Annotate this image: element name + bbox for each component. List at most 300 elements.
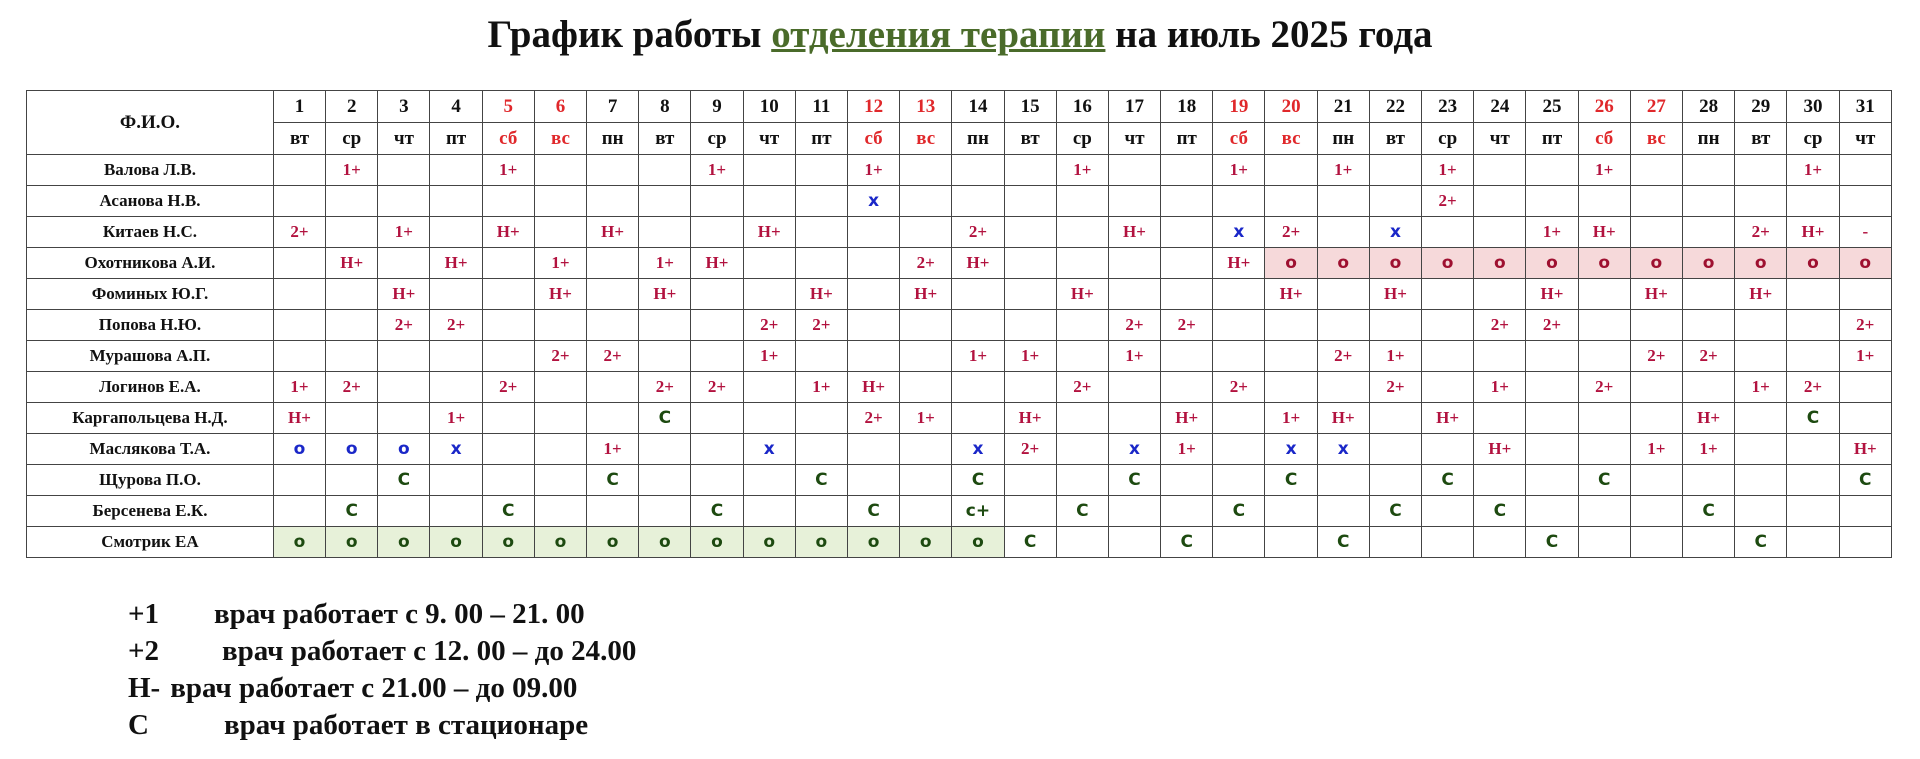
shift-cell [1682,527,1734,558]
shift-cell [1161,372,1213,403]
schedule-row [27,217,1892,248]
shift-cell [900,372,952,403]
shift-cell [1422,434,1474,465]
shift-cell [534,186,586,217]
shift-cell: С [1839,465,1891,496]
shift-cell [1004,372,1056,403]
shift-cell: 2+ [1526,310,1578,341]
shift-cell [639,310,691,341]
shift-cell [430,217,482,248]
shift-cell [1526,341,1578,372]
weekday-label: ср [1787,123,1839,155]
shift-cell [1526,186,1578,217]
shift-cell [1108,186,1160,217]
shift-cell [1787,527,1839,558]
shift-cell [1839,372,1891,403]
shift-cell [900,310,952,341]
shift-cell: 1+ [1526,217,1578,248]
shift-cell [1578,341,1630,372]
shift-cell: Н+ [1108,217,1160,248]
shift-cell [1056,465,1108,496]
shift-cell [1056,310,1108,341]
shift-cell: 1+ [900,403,952,434]
weekday-label: сб [1578,123,1630,155]
shift-cell [1735,434,1787,465]
shift-cell: 2+ [378,310,430,341]
shift-cell [1056,434,1108,465]
shift-cell: Н+ [795,279,847,310]
shift-cell [1578,527,1630,558]
shift-cell [1004,465,1056,496]
shift-cell: Н+ [1004,403,1056,434]
shift-cell: 1+ [326,155,378,186]
shift-cell: 2+ [1630,341,1682,372]
shift-cell: 1+ [1056,155,1108,186]
schedule-row [27,403,1892,434]
shift-cell: 1+ [639,248,691,279]
day-number: 3 [378,91,430,123]
shift-cell: о [1317,248,1369,279]
shift-cell [273,465,325,496]
shift-cell [1735,310,1787,341]
shift-cell [1161,279,1213,310]
weekday-label: пт [1161,123,1213,155]
doctor-name: Смотрик ЕА [27,527,274,558]
doctor-name: Каргапольцева Н.Д. [27,403,274,434]
shift-cell: 2+ [1474,310,1526,341]
shift-cell: Н+ [743,217,795,248]
shift-cell [639,341,691,372]
shift-cell: 2+ [1161,310,1213,341]
shift-cell: 2+ [273,217,325,248]
shift-cell: Н+ [1578,217,1630,248]
shift-cell: о [1682,248,1734,279]
shift-cell [273,496,325,527]
shift-cell [1526,496,1578,527]
shift-cell: С [639,403,691,434]
shift-cell: Н+ [1735,279,1787,310]
shift-cell: 2+ [952,217,1004,248]
shift-cell [534,403,586,434]
shift-cell [430,155,482,186]
shift-cell: о [1265,248,1317,279]
shift-cell: о [587,527,639,558]
shift-cell [743,248,795,279]
shift-cell [1317,496,1369,527]
shift-cell [1161,217,1213,248]
shift-cell [1787,279,1839,310]
shift-cell: Н+ [1474,434,1526,465]
shift-cell: 2+ [482,372,534,403]
shift-cell [1422,372,1474,403]
shift-cell [1213,527,1265,558]
shift-cell [1682,186,1734,217]
shift-cell: 2+ [1108,310,1160,341]
day-number: 17 [1108,91,1160,123]
shift-cell [1735,155,1787,186]
day-number: 22 [1369,91,1421,123]
shift-cell: 1+ [1474,372,1526,403]
schedule-row [27,465,1892,496]
shift-cell [1265,341,1317,372]
shift-cell [795,341,847,372]
shift-cell: С [1056,496,1108,527]
shift-cell: 2+ [691,372,743,403]
day-number: 24 [1474,91,1526,123]
shift-cell: 1+ [1578,155,1630,186]
shift-cell [1630,186,1682,217]
shift-cell: х [1317,434,1369,465]
day-number: 11 [795,91,847,123]
shift-cell: о [691,527,743,558]
shift-cell [1787,434,1839,465]
day-number: 14 [952,91,1004,123]
shift-cell: х [1265,434,1317,465]
weekday-label: вт [1004,123,1056,155]
day-number: 28 [1682,91,1734,123]
shift-cell [795,186,847,217]
shift-cell [795,217,847,248]
shift-cell [482,341,534,372]
schedule-row [27,248,1892,279]
shift-cell: о [378,434,430,465]
shift-cell: Н+ [1422,403,1474,434]
shift-cell [482,310,534,341]
shift-cell [1161,465,1213,496]
weekday-label: сб [482,123,534,155]
shift-cell [1056,527,1108,558]
day-number: 2 [326,91,378,123]
shift-cell [900,434,952,465]
shift-cell [1839,496,1891,527]
shift-cell [847,465,899,496]
shift-cell [1474,403,1526,434]
shift-cell: х [1108,434,1160,465]
shift-cell [691,310,743,341]
shift-cell [952,186,1004,217]
shift-cell: 1+ [1787,155,1839,186]
shift-cell [1735,186,1787,217]
shift-cell: 1+ [378,217,430,248]
shift-cell: Н+ [1161,403,1213,434]
doctor-name: Щурова П.О. [27,465,274,496]
shift-cell [1526,465,1578,496]
shift-cell [1578,279,1630,310]
legend-code: С [128,709,149,741]
weekday-label: чт [1108,123,1160,155]
shift-cell: о [326,434,378,465]
shift-cell [482,186,534,217]
shift-cell: Н+ [326,248,378,279]
shift-cell: 2+ [1213,372,1265,403]
weekday-label: сб [1213,123,1265,155]
shift-cell [1108,403,1160,434]
shift-cell: С [378,465,430,496]
shift-cell: 1+ [587,434,639,465]
shift-cell [1578,496,1630,527]
shift-cell [1004,310,1056,341]
shift-cell: х [430,434,482,465]
day-number: 10 [743,91,795,123]
shift-cell [1474,217,1526,248]
shift-cell [1630,217,1682,248]
shift-cell [1526,372,1578,403]
shift-cell [1369,527,1421,558]
shift-cell [1474,465,1526,496]
shift-cell [1369,186,1421,217]
shift-cell [482,434,534,465]
shift-cell: 1+ [1735,372,1787,403]
shift-cell [1213,310,1265,341]
shift-cell [743,403,795,434]
shift-cell [1422,496,1474,527]
shift-cell: Н+ [1369,279,1421,310]
shift-cell: о [1630,248,1682,279]
shift-cell [1578,186,1630,217]
shift-cell [273,310,325,341]
shift-cell [1265,186,1317,217]
shift-cell: С [1578,465,1630,496]
shift-cell [482,248,534,279]
schedule-body [27,155,1892,558]
weekday-label: вт [639,123,691,155]
weekday-label: вс [534,123,586,155]
shift-cell [1787,496,1839,527]
shift-cell [1056,403,1108,434]
shift-cell [1422,527,1474,558]
shift-cell [1630,372,1682,403]
shift-cell: С [1422,465,1474,496]
shift-cell [1004,186,1056,217]
shift-cell [1004,155,1056,186]
shift-cell [1317,217,1369,248]
shift-cell: Н+ [900,279,952,310]
shift-cell [1735,496,1787,527]
shift-cell: о [1578,248,1630,279]
shift-cell [1108,279,1160,310]
shift-cell: о [900,527,952,558]
shift-cell [952,279,1004,310]
shift-cell [1682,155,1734,186]
shift-cell [1161,341,1213,372]
shift-cell [795,155,847,186]
legend-item [128,670,636,707]
doctor-name: Фоминых Ю.Г. [27,279,274,310]
shift-cell: С [1787,403,1839,434]
shift-cell [847,434,899,465]
doctor-name: Китаев Н.С. [27,217,274,248]
legend-text: врач работает в стационаре [224,709,589,741]
shift-cell [1317,310,1369,341]
shift-cell: Н+ [691,248,743,279]
shift-cell: о [639,527,691,558]
shift-cell: С [1317,527,1369,558]
title-suffix: на июль 2025 года [1115,13,1433,56]
shift-cell: о [1369,248,1421,279]
legend-item [128,596,636,633]
shift-cell: 2+ [326,372,378,403]
shift-cell [378,496,430,527]
shift-cell: Н+ [1526,279,1578,310]
shift-cell [1682,310,1734,341]
shift-cell: 2+ [1735,217,1787,248]
weekday-label: чт [1474,123,1526,155]
weekday-label: пн [1682,123,1734,155]
day-number: 7 [587,91,639,123]
shift-cell [378,155,430,186]
shift-cell: х [847,186,899,217]
shift-cell [1578,434,1630,465]
shift-cell [691,341,743,372]
weekday-label: ср [691,123,743,155]
shift-cell: 2+ [1839,310,1891,341]
shift-cell [273,279,325,310]
shift-cell [1630,310,1682,341]
day-number: 29 [1735,91,1787,123]
schedule-table [26,90,1892,558]
weekday-label: пт [430,123,482,155]
shift-cell [1056,341,1108,372]
shift-cell [900,155,952,186]
shift-cell: С [847,496,899,527]
shift-cell: 2+ [795,310,847,341]
shift-cell [1578,310,1630,341]
shift-cell [847,217,899,248]
shift-cell: С [1213,496,1265,527]
shift-cell [1369,403,1421,434]
shift-cell [1369,155,1421,186]
shift-cell [378,372,430,403]
shift-cell [534,310,586,341]
day-number: 25 [1526,91,1578,123]
day-number: 23 [1422,91,1474,123]
shift-cell: х [743,434,795,465]
shift-cell [587,403,639,434]
shift-cell [1474,186,1526,217]
shift-cell [743,186,795,217]
shift-cell [1056,217,1108,248]
shift-cell [900,186,952,217]
shift-cell: С [795,465,847,496]
shift-cell [1578,403,1630,434]
day-number: 4 [430,91,482,123]
day-number: 12 [847,91,899,123]
day-number: 5 [482,91,534,123]
shift-cell: с+ [952,496,1004,527]
shift-cell [534,155,586,186]
shift-cell [743,372,795,403]
shift-cell [587,310,639,341]
day-number: 18 [1161,91,1213,123]
shift-cell [326,341,378,372]
shift-cell: Н+ [273,403,325,434]
shift-cell: 1+ [430,403,482,434]
shift-cell [1108,248,1160,279]
shift-cell: Н+ [847,372,899,403]
shift-cell [795,248,847,279]
schedule-row [27,372,1892,403]
shift-cell: 2+ [1682,341,1734,372]
shift-cell: х [1213,217,1265,248]
shift-cell [534,496,586,527]
shift-cell: С [952,465,1004,496]
shift-cell [1630,527,1682,558]
schedule-row [27,155,1892,186]
shift-cell [743,465,795,496]
page-title [0,12,1920,57]
shift-cell [847,248,899,279]
shift-cell [1265,310,1317,341]
shift-cell: С [1735,527,1787,558]
shift-cell: Н+ [952,248,1004,279]
shift-cell [639,217,691,248]
weekday-label: вт [1369,123,1421,155]
shift-cell [273,186,325,217]
shift-cell [639,496,691,527]
doctor-name: Охотникова А.И. [27,248,274,279]
shift-cell: Н+ [587,217,639,248]
shift-cell [1839,186,1891,217]
shift-cell [1474,527,1526,558]
shift-cell [1422,217,1474,248]
shift-cell [1369,465,1421,496]
weekday-row [27,123,1892,155]
shift-cell [1108,372,1160,403]
day-number: 27 [1630,91,1682,123]
shift-cell [1526,155,1578,186]
shift-cell [639,155,691,186]
shift-cell [430,341,482,372]
shift-cell [482,279,534,310]
day-number: 26 [1578,91,1630,123]
day-number: 31 [1839,91,1891,123]
shift-cell [1630,496,1682,527]
shift-cell [1474,279,1526,310]
shift-cell [326,186,378,217]
shift-cell: 1+ [1213,155,1265,186]
shift-cell [952,155,1004,186]
shift-cell: 1+ [1108,341,1160,372]
shift-cell [952,372,1004,403]
shift-cell [587,279,639,310]
shift-cell [1474,155,1526,186]
shift-cell [1787,465,1839,496]
day-number: 30 [1787,91,1839,123]
weekday-label: вс [1265,123,1317,155]
shift-cell: С [1161,527,1213,558]
shift-cell [900,496,952,527]
shift-cell [1735,341,1787,372]
shift-cell [1161,155,1213,186]
shift-cell: 2+ [1004,434,1056,465]
shift-cell [587,372,639,403]
shift-cell [273,341,325,372]
shift-cell [1526,434,1578,465]
shift-cell [1682,279,1734,310]
shift-cell [1317,186,1369,217]
shift-cell [587,155,639,186]
shift-cell [691,403,743,434]
shift-cell: 1+ [534,248,586,279]
day-number-row [27,91,1892,123]
shift-cell [1630,465,1682,496]
shift-cell [1265,496,1317,527]
shift-cell: 2+ [1317,341,1369,372]
shift-cell [847,279,899,310]
shift-cell [952,310,1004,341]
shift-cell [1526,403,1578,434]
day-number: 15 [1004,91,1056,123]
